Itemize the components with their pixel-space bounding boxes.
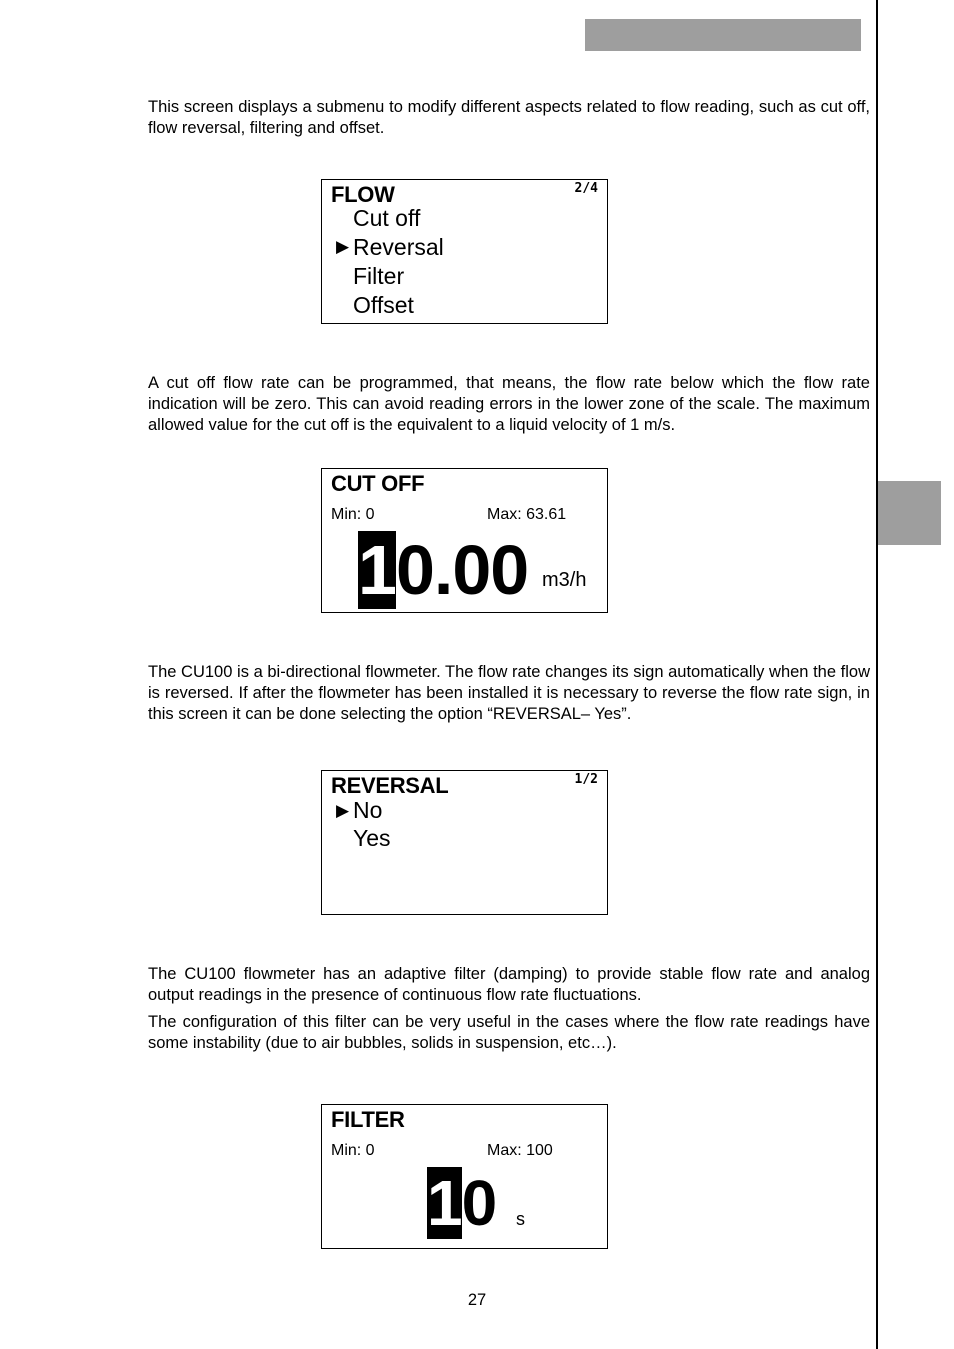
filter-max-label: Max: 100 <box>487 1142 553 1159</box>
menu-item-reversal[interactable]: Reversal <box>353 234 444 260</box>
cutoff-screen-title: CUT OFF <box>331 471 425 496</box>
flow-intro-paragraph: This screen displays a submenu to modify different aspects related to flow reading, such as cut off, flow reversal, filtering and offset. <box>148 98 870 137</box>
cutoff-unit: m3/h <box>542 569 587 591</box>
cutoff-value-cursor-digit: 1 <box>358 531 396 609</box>
filter-value-rest: 0 <box>461 1167 497 1239</box>
filter-value[interactable] <box>427 1167 497 1239</box>
section-side-tab <box>878 481 941 545</box>
filter-unit: s <box>516 1209 525 1229</box>
flow-screen-title: FLOW <box>331 182 395 207</box>
cutoff-min-label: Min: 0 <box>331 506 375 523</box>
filter-intro-paragraph-2: The configuration of this filter can be very useful in the cases where the flow rate readings have some instability (due to air bubbles, solids in suspension, etc…). <box>148 1013 870 1052</box>
cutoff-max-label: Max: 63.61 <box>487 506 567 523</box>
reversal-intro-paragraph: The CU100 is a bi-directional flowmeter. The flow rate changes its sign automatically when the flow is reversed. If after the flowmeter has been installed it is necessary to reverse the flow rate sign, in this screen it can be done selecting the option “REVERSAL– Yes”. <box>148 663 870 723</box>
reversal-screen <box>321 770 608 915</box>
page-margin-rule <box>876 0 878 1349</box>
menu-item-offset[interactable]: Offset <box>353 292 414 318</box>
cutoff-intro-paragraph: A cut off flow rate can be programmed, that means, the flow rate below which the flow rate indication will be zero. This can avoid reading errors in the lower zone of the scale. The maximum allowed value for the cut off is the equivalent to a liquid velocity of 1 m/s. <box>148 374 870 434</box>
filter-screen <box>321 1104 608 1249</box>
page-number: 27 <box>467 1291 487 1309</box>
header-bar <box>585 19 861 51</box>
filter-intro-paragraph-1: The CU100 flowmeter has an adaptive filter (damping) to provide stable flow rate and analog output readings in the presence of continuous flow rate fluctuations. <box>148 965 870 1004</box>
option-no[interactable]: No <box>353 797 383 823</box>
cutoff-screen <box>321 468 608 613</box>
reversal-screen-title: REVERSAL <box>331 773 449 798</box>
filter-min-label: Min: 0 <box>331 1142 375 1159</box>
cutoff-value[interactable] <box>358 531 529 609</box>
menu-item-filter[interactable]: Filter <box>353 263 405 289</box>
selection-cursor-icon: ▶ <box>336 237 350 256</box>
flow-page-indicator: 2/4 <box>574 181 598 196</box>
option-yes[interactable]: Yes <box>353 825 391 851</box>
filter-value-cursor-digit: 1 <box>427 1167 462 1239</box>
cutoff-value-rest: 0.00 <box>395 531 529 609</box>
reversal-page-indicator: 1/2 <box>574 772 598 787</box>
filter-screen-title: FILTER <box>331 1107 405 1132</box>
menu-item-cut-off[interactable]: Cut off <box>353 205 421 231</box>
selection-cursor-icon: ▶ <box>336 801 350 820</box>
flow-menu-screen <box>321 179 608 324</box>
